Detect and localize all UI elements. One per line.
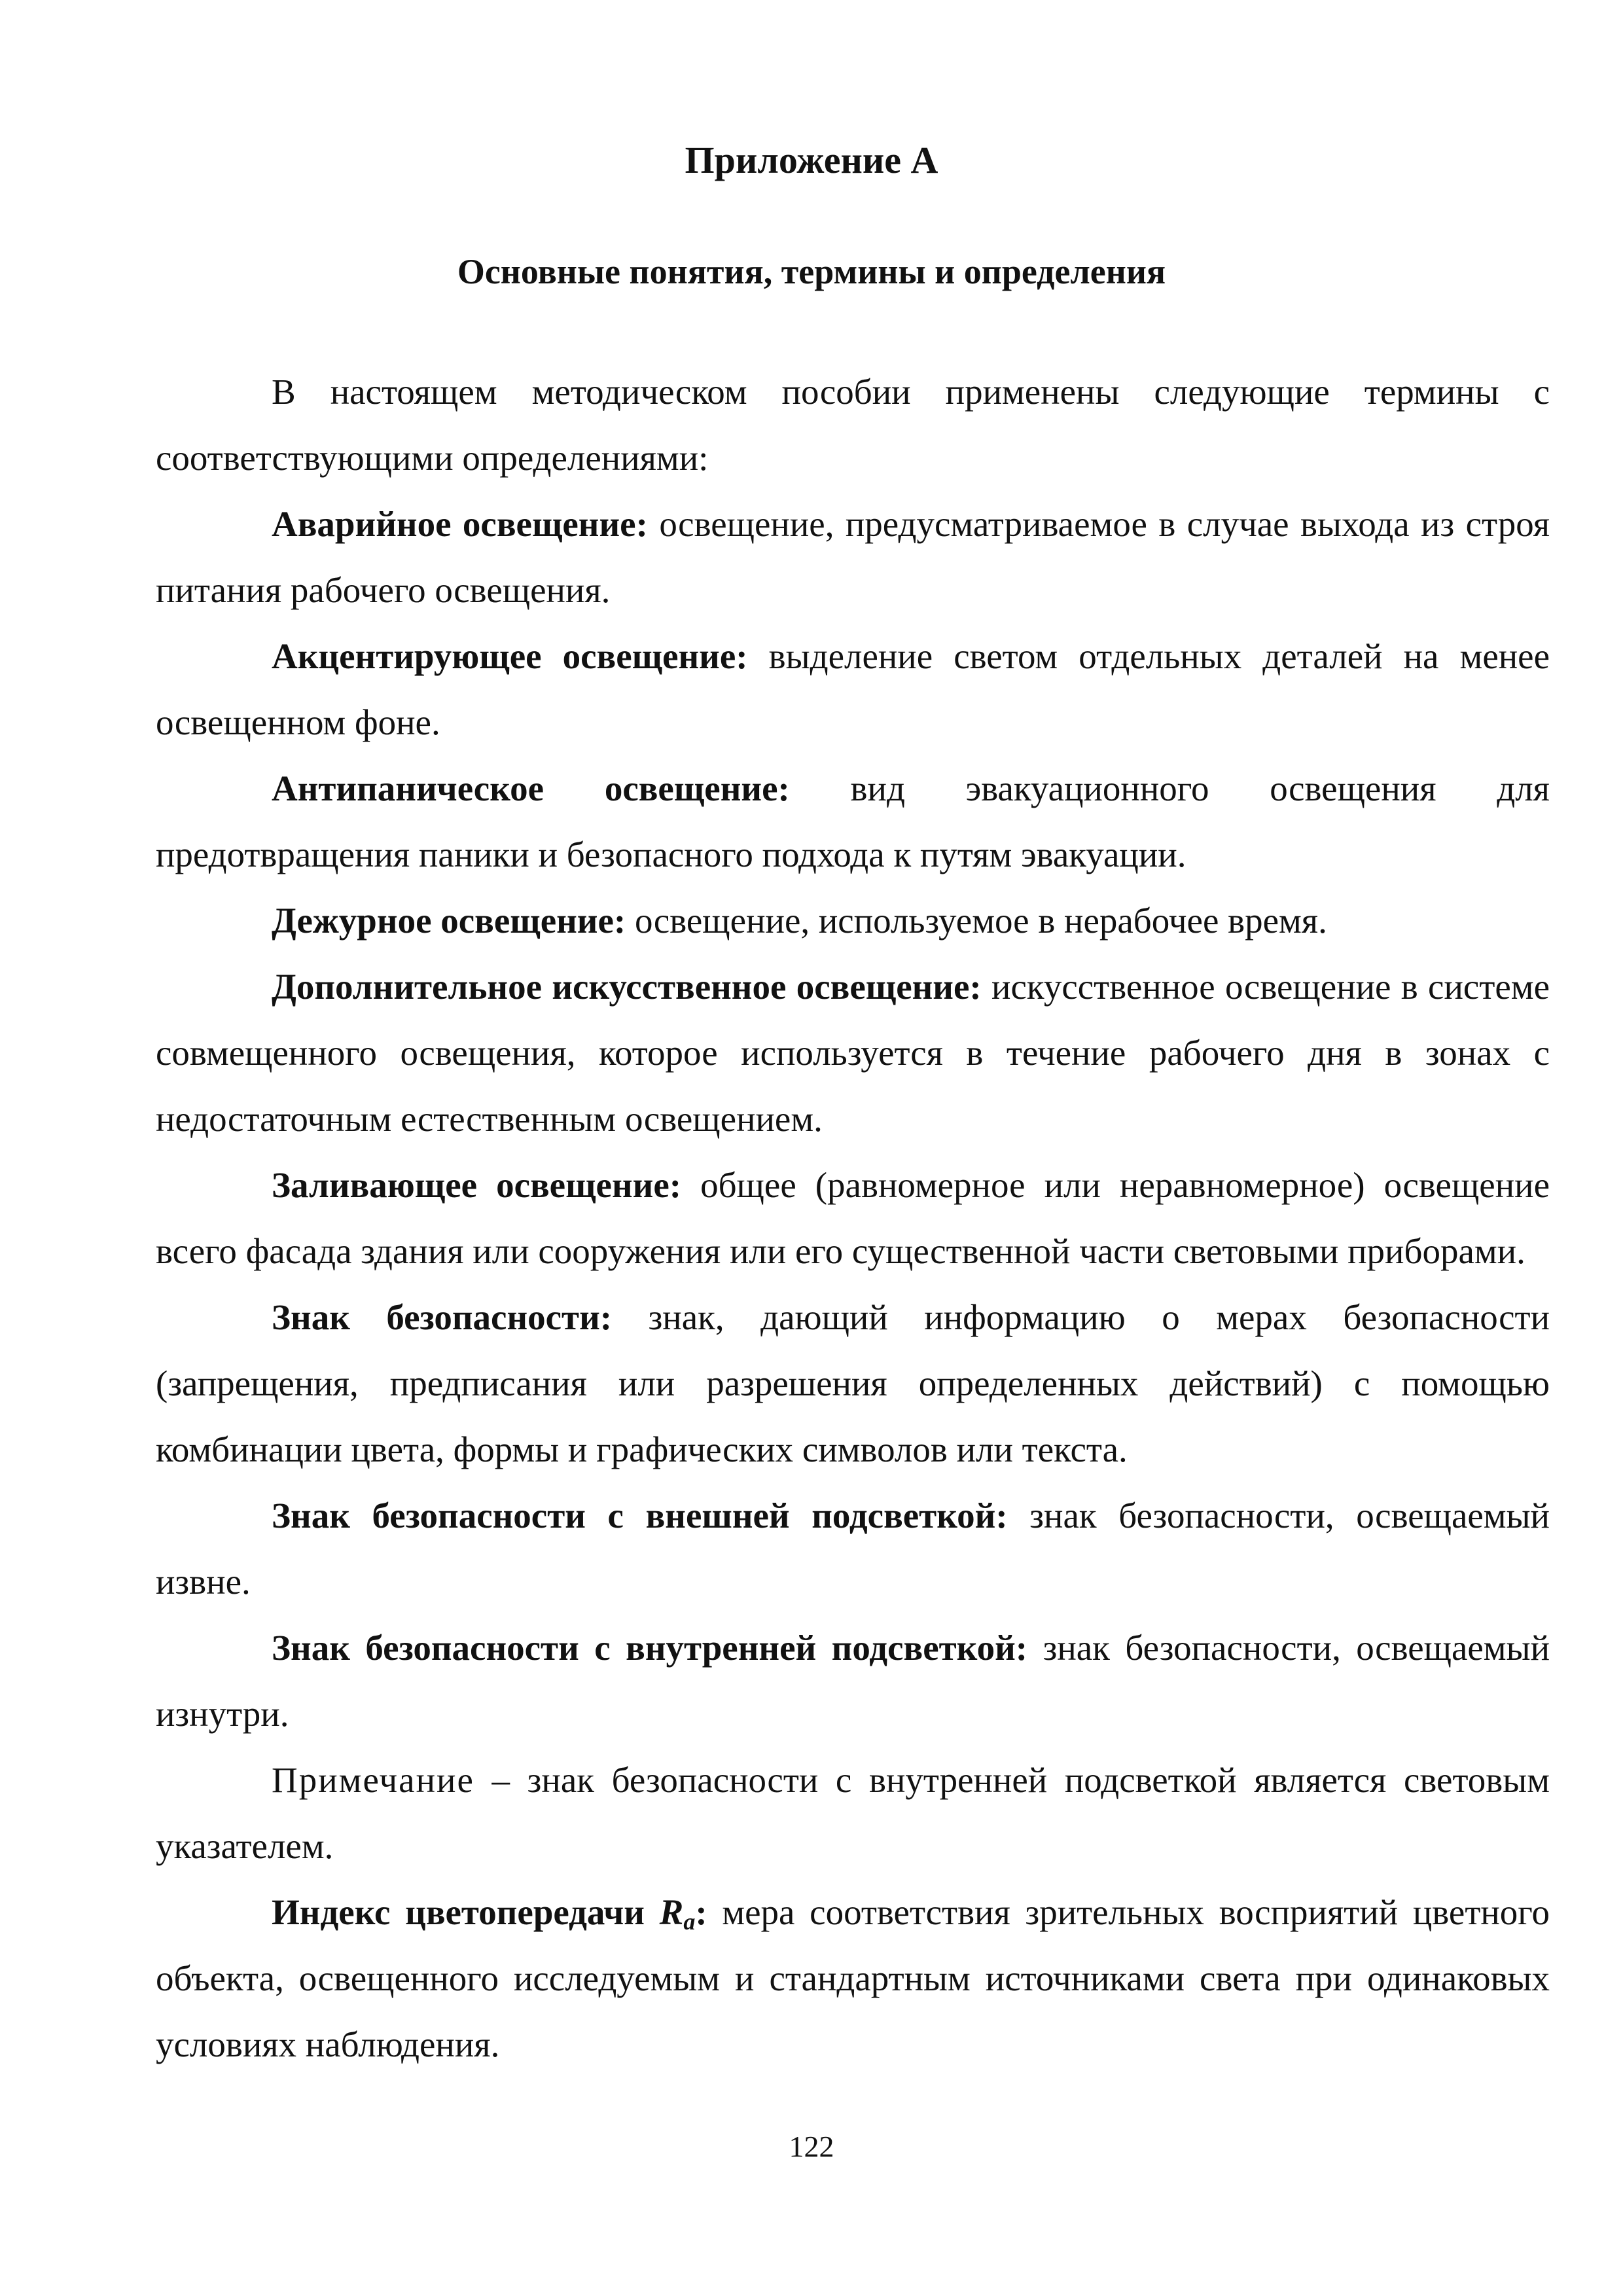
term-label: Знак безопасности с внутренней подсветкой:	[272, 1628, 1028, 1668]
term-label: Дежурное освещение:	[272, 901, 626, 941]
term-definition: знак безопасности, освещаемый изнутри.	[156, 1628, 1550, 1734]
term-paragraph	[156, 888, 1550, 954]
term-definition: освещение, предусматриваемое в случае выхода из строя питания рабочего освещения.	[156, 504, 1550, 610]
term-paragraph	[156, 1615, 1550, 1747]
term-definition: выделение светом отдельных деталей на менее освещенном фоне.	[156, 636, 1550, 742]
term-definition: вид эвакуационного освещения для предотвращения паники и безопасного подхода к путям эвакуации.	[156, 768, 1550, 874]
term-paragraph	[156, 1284, 1550, 1482]
index-term-paragraph	[156, 1879, 1550, 2077]
term-definition: знак безопасности, освещаемый извне.	[156, 1496, 1550, 1602]
term-label: Антипаническое освещение:	[272, 768, 790, 808]
term-label: Индекс цветопередачи	[272, 1892, 660, 1932]
term-label: Знак безопасности с внешней подсветкой:	[272, 1496, 1008, 1535]
symbol-letter: R	[659, 1892, 684, 1932]
note-text: – знак безопасности с внутренней подсветкой является световым указателем.	[156, 1760, 1550, 1866]
term-paragraph	[156, 1482, 1550, 1615]
term-label: Знак безопасности:	[272, 1297, 613, 1337]
page-number: 122	[789, 2130, 834, 2163]
color-rendering-symbol	[659, 1892, 696, 1935]
term-paragraph	[156, 491, 1550, 623]
term-paragraph	[156, 1152, 1550, 1284]
term-definition: общее (равномерное или неравномерное) освещение всего фасада здания или сооружения или его существенной части световыми приборами.	[156, 1165, 1550, 1271]
term-paragraph	[156, 954, 1550, 1152]
intro-paragraph: В настоящем методическом пособии применены следующие термины с соответствующими определениями:	[156, 372, 1550, 478]
note-label: Примечание	[272, 1760, 474, 1800]
term-label: Дополнительное искусственное освещение:	[272, 967, 982, 1007]
term-label: Аварийное освещение:	[272, 504, 648, 544]
term-definition: знак, дающий информацию о мерах безопасности (запрещения, предписания или разрешения определенных действий) с помощью комбинации цвета, формы и графических символов или текста.	[156, 1297, 1550, 1469]
term-colon: :	[695, 1892, 707, 1932]
term-definition: мера соответствия зрительных восприятий цветного объекта, освещенного исследуемым и стандартным источниками света при одинаковых условиях наблюдения.	[156, 1892, 1550, 2064]
term-paragraph	[156, 755, 1550, 888]
symbol-subscript: a	[683, 1909, 696, 1935]
term-definition: искусственное освещение в системе совмещенного освещения, которое используется в течение рабочего дня в зонах с недостаточным естественным освещением.	[156, 967, 1550, 1139]
body-text	[156, 359, 1550, 2077]
appendix-title: Приложение А	[685, 139, 938, 181]
appendix-subtitle: Основные понятия, термины и определения	[457, 252, 1166, 291]
note-paragraph	[156, 1747, 1550, 1879]
term-paragraph	[156, 623, 1550, 755]
term-definition: освещение, используемое в нерабочее время.	[626, 901, 1327, 941]
term-label: Заливающее освещение:	[272, 1165, 682, 1205]
term-label: Акцентирующее освещение:	[272, 636, 748, 676]
